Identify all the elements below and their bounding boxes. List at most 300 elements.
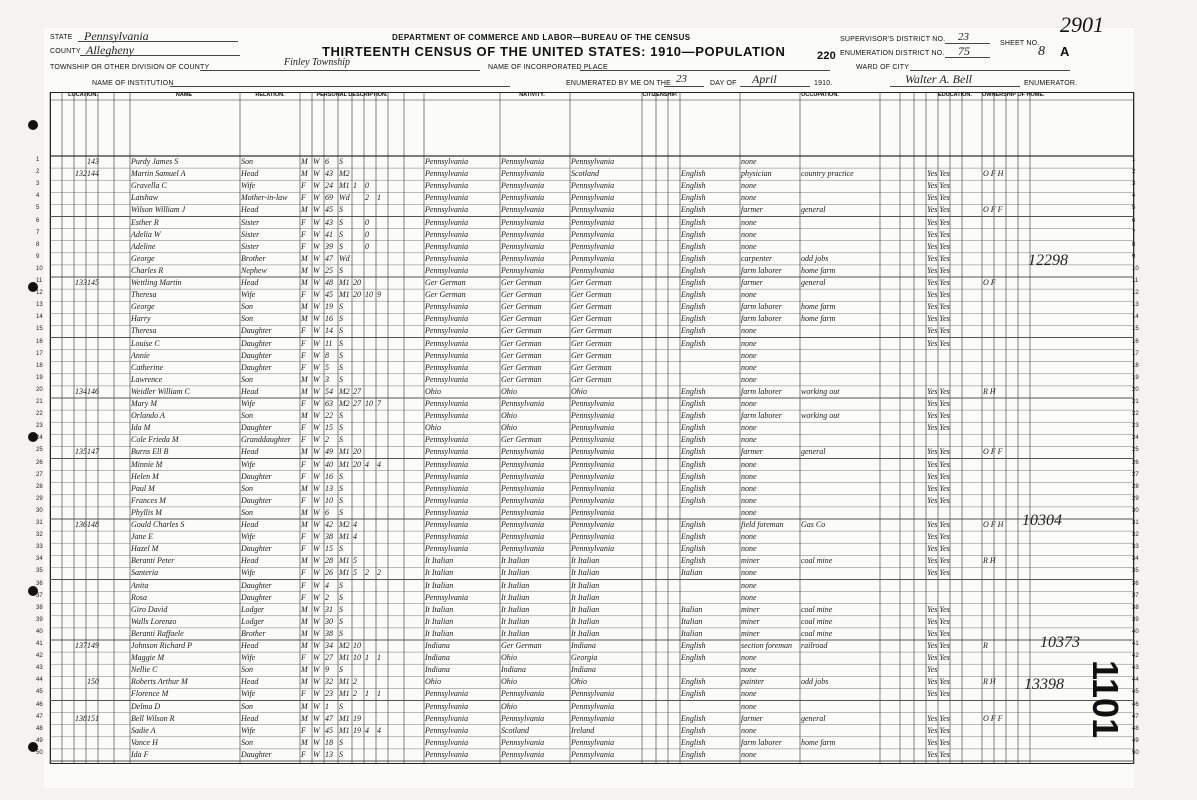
cell-name: Giro David [131,604,168,614]
cell-birth: Pennsylvania [425,157,469,166]
cell-ms: S [339,616,343,626]
row-number: 25 [1132,447,1139,454]
cell-name: Santeria [131,568,159,578]
table-row [0,410,1197,422]
enumeration-value: 75 [958,44,970,58]
cell-age: 38 [325,532,333,542]
cell-ms: M1 [339,689,350,699]
cell-sex: F [301,241,306,251]
cell-birth: Pennsylvania [425,229,469,239]
cell-fbirth: It Italian [501,592,530,602]
cell-age: 63 [325,399,333,408]
cell-name: Charles R [131,265,164,275]
cell-lang: English [681,653,706,663]
cell-age: 42 [325,520,333,529]
row-number: 38 [36,604,43,611]
table-row [0,471,1197,483]
cell-sex: F [301,532,306,542]
cell-rel: Head [241,386,259,396]
row-number: 18 [1132,362,1139,369]
cell-trade: carpenter [741,253,773,263]
row-number: 21 [36,399,43,405]
row-number: 9 [36,253,40,260]
cell-ed: Yes Yes [927,532,950,542]
cell-race: W [313,641,320,650]
cell-trade: none [741,483,757,493]
cell-mbirth: Pennsylvania [571,532,615,542]
cell-yrs: 2 [353,689,357,699]
enumerated-day: 23 [676,73,687,85]
row-number: 8 [1132,241,1136,248]
cell-name: Purdy James S [131,157,179,166]
table-row [0,616,1197,628]
side-number: 10373 [1040,634,1080,651]
cell-race: W [313,411,320,421]
cell-mbirth: Pennsylvania [571,520,615,529]
cell-born: 0 [365,241,369,251]
cell-ms: M1 [339,290,350,300]
cell-ed: Yes Yes [927,641,950,650]
row-number: 13 [36,302,43,309]
cell-yrs: 20 [353,290,361,300]
cell-age: 13 [325,483,333,493]
head-relation: RELATION. [255,92,285,98]
cell-lang: English [681,217,706,227]
cell-hh: 133 [75,278,87,287]
cell-name: Maggie M [131,653,165,663]
table-row [0,688,1197,700]
cell-rel: Head [241,641,259,650]
cell-trade: painter [741,677,765,687]
cell-ms: M2 [339,520,350,529]
cell-race: W [313,556,320,566]
cell-birth: Pennsylvania [425,253,469,263]
cell-mbirth: Scotland [571,169,599,179]
row-number: 50 [1132,749,1139,756]
cell-mbirth: Pennsylvania [571,495,615,505]
cell-age: 18 [325,737,333,747]
cell-lang: English [681,423,706,433]
cell-name: Weidler William C [131,386,190,396]
cell-rel: Daughter [241,350,272,360]
cell-hh: 132 [75,169,87,179]
year-label: 1910. [814,80,833,87]
cell-birth: Pennsylvania [425,302,469,312]
row-number: 23 [1132,423,1139,430]
enumerator-label: ENUMERATOR. [1024,80,1078,87]
cell-own: O F H [983,169,1004,179]
row-number: 30 [1132,507,1139,514]
cell-trade: none [741,362,757,372]
cell-ms: S [339,350,343,360]
table-row [0,664,1197,676]
incorporated-label: NAME OF INCORPORATED PLACE [488,64,608,71]
cell-birth: Pennsylvania [425,495,469,505]
cell-fam: 148 [87,520,99,529]
head-occupation: OCCUPATION. [801,92,839,98]
table-row [0,483,1197,495]
cell-sex: F [301,568,306,578]
cell-yrs: 5 [353,568,357,578]
cell-ind: railroad [801,641,828,650]
cell-mbirth: Pennsylvania [571,205,615,215]
cell-sex: M [301,604,308,614]
cell-trade: miner [741,616,760,626]
table-row [0,507,1197,519]
cell-trade: none [741,459,757,469]
cell-race: W [313,580,320,590]
table-row [0,204,1197,216]
row-number: 12 [36,290,43,297]
day-label: DAY OF [710,80,737,87]
cell-sex: F [301,217,306,227]
cell-fbirth: Scotland [501,725,529,735]
cell-race: W [313,507,320,517]
cell-fam: 149 [87,641,99,650]
cell-trade: farmer [741,447,763,457]
cell-birth: Pennsylvania [425,532,469,542]
cell-ed: Yes Yes [927,217,950,227]
cell-ind: general [801,447,826,457]
cell-ms: S [339,302,343,312]
row-number: 33 [1132,544,1139,551]
cell-race: W [313,241,320,251]
cell-ms: S [339,435,343,445]
row-number: 7 [36,229,40,236]
cell-age: 22 [325,411,333,421]
cell-trade: farmer [741,713,763,723]
cell-ed: Yes Yes [927,616,950,626]
cell-ed: Yes Yes [927,737,950,747]
cell-fam: 147 [87,447,99,457]
cell-fbirth: Pennsylvania [501,265,545,275]
cell-ind: home farm [801,265,836,275]
cell-age: 48 [325,278,333,287]
cell-yrs: 20 [353,459,361,469]
cell-ed: Yes Yes [927,628,950,638]
cell-race: W [313,338,320,348]
cell-ms: M1 [339,713,350,723]
cell-race: W [313,604,320,614]
cell-mbirth: Ger German [571,326,612,336]
table-row [0,519,1197,531]
cell-name: Wettling Martin [131,278,182,287]
cell-ms: M1 [339,181,350,191]
cell-ms: S [339,362,343,372]
cell-ms: M1 [339,447,350,457]
row-number: 36 [36,580,43,587]
cell-birth: Pennsylvania [425,447,469,457]
cell-rel: Nephew [241,265,267,275]
cell-birth: It Italian [425,604,454,614]
cell-ms: M1 [339,568,350,578]
cell-name: Adeline [131,241,156,251]
row-number: 33 [36,544,43,551]
cell-name: Rosa [131,592,147,602]
cell-ms: S [339,665,343,675]
cell-race: W [313,737,320,747]
cell-birth: Pennsylvania [425,217,469,227]
cell-race: W [313,689,320,699]
cell-age: 9 [325,665,329,675]
sheet-side: A [1060,44,1070,59]
cell-fbirth: Ohio [501,701,517,711]
cell-birth: Ohio [425,677,441,687]
table-row [0,640,1197,652]
row-number: 41 [1132,641,1139,647]
cell-age: 45 [325,290,333,300]
row-number: 7 [1132,229,1136,236]
row-number: 19 [36,374,43,381]
row-number: 4 [36,193,40,200]
cell-lang: English [681,737,706,747]
cell-born: 2 [365,193,369,203]
cell-lang: English [681,532,706,542]
cell-rel: Daughter [241,423,272,433]
cell-trade: farm laborer [741,737,782,747]
cell-rel: Daughter [241,362,272,372]
cell-lang: Italian [681,568,703,578]
row-number: 32 [1132,532,1139,539]
cell-fbirth: Pennsylvania [501,532,545,542]
cell-birth: Pennsylvania [425,737,469,747]
cell-born: 4 [365,459,369,469]
row-number: 15 [36,326,43,333]
cell-name: Harry [131,314,151,324]
cell-birth: Ohio [425,423,441,433]
cell-age: 47 [325,253,333,263]
cell-rel: Son [241,701,253,711]
row-number: 10 [36,265,43,272]
row-number: 17 [36,350,43,357]
cell-trade: none [741,749,757,759]
cell-birth: Pennsylvania [425,459,469,469]
cell-fbirth: Ger German [501,435,542,445]
cell-fbirth: Indiana [501,665,526,675]
cell-sex: F [301,229,306,239]
cell-trade: none [741,193,757,203]
cell-fbirth: Pennsylvania [501,447,545,457]
row-number: 47 [1132,713,1139,720]
row-number: 16 [36,338,43,345]
cell-mbirth: It Italian [571,628,600,638]
cell-alive: 2 [377,568,381,578]
row-number: 45 [1132,689,1139,696]
township-label: TOWNSHIP OR OTHER DIVISION OF COUNTY [50,64,210,71]
cell-ms: Wd [339,193,350,203]
row-number: 6 [36,217,40,224]
cell-trade: none [741,592,757,602]
cell-fbirth: Ger German [501,374,542,384]
cell-trade: farmer [741,278,763,287]
cell-ed: Yes Yes [927,520,950,529]
cell-age: 10 [325,495,333,505]
cell-birth: Pennsylvania [425,399,469,408]
cell-birth: Pennsylvania [425,701,469,711]
table-row [0,434,1197,446]
row-number: 10 [1132,265,1139,272]
cell-name: Theresa [131,326,157,336]
row-number: 39 [1132,616,1139,623]
cell-name: Paul M [131,483,155,493]
row-number: 37 [36,592,43,599]
cell-ms: M1 [339,653,350,663]
stamp-number: 2901 [1060,12,1104,37]
cell-mbirth: Pennsylvania [571,701,615,711]
cell-fam: 143 [87,157,99,166]
cell-name: Cole Frieda M [131,435,179,445]
cell-mbirth: Indiana [571,665,596,675]
cell-race: W [313,701,320,711]
cell-lang: English [681,689,706,699]
cell-sex: F [301,362,306,372]
cell-rel: Mother-in-law [241,193,288,203]
table-row [0,313,1197,325]
table-row [0,701,1197,713]
table-row [0,253,1197,265]
table-row [0,325,1197,337]
cell-trade: physician [741,169,772,179]
row-number: 24 [1132,435,1139,442]
cell-hh: 134 [75,386,87,396]
row-number: 24 [36,435,43,442]
row-number: 21 [1132,399,1139,405]
cell-name: Ida M [131,423,151,433]
cell-mbirth: Ger German [571,374,612,384]
cell-ms: S [339,411,343,421]
cell-ms: S [339,483,343,493]
cell-name: Helen M [131,471,159,481]
row-number: 32 [36,532,43,539]
cell-own: O F [983,278,996,287]
cell-birth: Pennsylvania [425,362,469,372]
cell-ed: Yes Yes [927,483,950,493]
cell-sex: F [301,471,306,481]
cell-born: 0 [365,229,369,239]
cell-ed: Yes Yes [927,604,950,614]
cell-sex: M [301,677,308,687]
head-name: NAME [175,92,193,98]
cell-ed: Yes Yes [927,265,950,275]
row-number: 49 [1132,737,1139,744]
cell-rel: Daughter [241,338,272,348]
cell-ms: S [339,423,343,433]
sheet-value: 8 [1038,44,1045,59]
cell-lang: English [681,677,706,687]
cell-yrs: 2 [353,677,357,687]
cell-race: W [313,265,320,275]
cell-race: W [313,229,320,239]
cell-fbirth: Pennsylvania [501,193,545,203]
cell-lang: English [681,411,706,421]
cell-birth: Indiana [425,641,450,650]
cell-alive: 4 [377,459,381,469]
row-number: 29 [36,495,43,502]
cell-ind: coal mine [801,628,833,638]
cell-sex: M [301,169,308,179]
row-number: 42 [1132,653,1139,660]
cell-rel: Son [241,374,253,384]
cell-trade: farm laborer [741,386,782,396]
cell-fbirth: Ohio [501,677,517,687]
cell-ed: Yes Yes [927,725,950,735]
cell-age: 27 [325,653,333,663]
cell-lang: English [681,556,706,566]
row-number: 46 [36,701,43,708]
form-number: 220 [817,50,836,62]
cell-race: W [313,399,320,408]
cell-rel: Head [241,169,259,179]
row-number: 4 [1132,193,1136,200]
cell-birth: Pennsylvania [425,725,469,735]
cell-age: 2 [325,435,329,445]
cell-mbirth: Pennsylvania [571,253,615,263]
cell-fbirth: Pennsylvania [501,253,545,263]
cell-mbirth: Pennsylvania [571,435,615,445]
table-row [0,374,1197,386]
cell-name: Martin Samuel A [131,169,186,179]
cell-mbirth: Pennsylvania [571,507,615,517]
cell-rel: Daughter [241,326,272,336]
row-number: 18 [36,362,43,369]
cell-name: Frances M [131,495,166,505]
cell-birth: Pennsylvania [425,689,469,699]
cell-mbirth: Ger German [571,302,612,312]
cell-yrs: 27 [353,386,361,396]
cell-sex: F [301,725,306,735]
cell-rel: Wife [241,181,256,191]
cell-own: O F F [983,447,1003,457]
cell-mbirth: Pennsylvania [571,749,615,759]
cell-hh: 136 [75,520,87,529]
cell-trade: none [741,435,757,445]
cell-sex: M [301,374,308,384]
cell-age: 19 [325,302,333,312]
cell-alive: 1 [377,689,381,699]
cell-ed: Yes Yes [927,677,950,687]
cell-birth: Pennsylvania [425,749,469,759]
cell-yrs: 4 [353,532,357,542]
cell-rel: Daughter [241,471,272,481]
cell-alive: 7 [377,399,381,408]
cell-age: 31 [325,604,333,614]
cell-fbirth: Ohio [501,423,517,433]
cell-race: W [313,568,320,578]
cell-ed: Yes Yes [927,181,950,191]
cell-birth: Pennsylvania [425,265,469,275]
cell-ed: Yes Yes [927,713,950,723]
row-number: 36 [1132,580,1139,587]
cell-sex: F [301,181,306,191]
cell-birth: Pennsylvania [425,520,469,529]
row-number: 50 [36,749,43,756]
cell-trade: farm laborer [741,314,782,324]
cell-mbirth: Pennsylvania [571,181,615,191]
cell-mbirth: Ger German [571,338,612,348]
cell-birth: Ger German [425,290,466,300]
row-number: 28 [1132,483,1139,490]
row-number: 22 [1132,411,1139,418]
cell-own: O F H [983,520,1004,529]
cell-ms: Wd [339,253,350,263]
cell-ind: working out [801,411,840,421]
cell-age: 40 [325,459,333,469]
cell-trade: none [741,423,757,433]
cell-name: Orlando A [131,411,165,421]
cell-birth: Ohio [425,386,441,396]
row-number: 11 [1132,278,1139,284]
cell-ms: M1 [339,532,350,542]
